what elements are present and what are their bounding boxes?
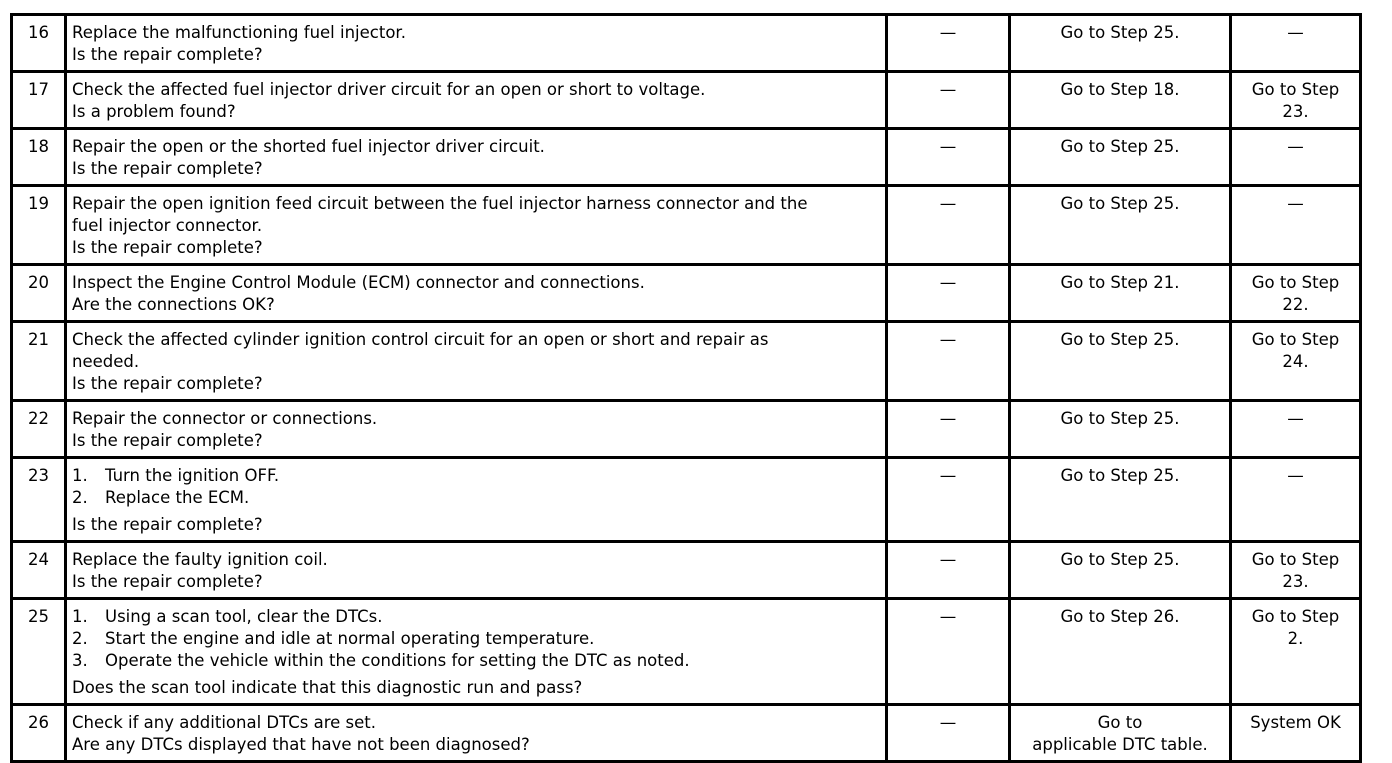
no-text: 24. [1282,352,1309,371]
no-cell [1231,458,1361,542]
action-substep [72,628,880,650]
step-number-cell [12,599,66,705]
step-number-cell [12,322,66,401]
no-text: Go to Step [1251,550,1340,569]
yes-text: applicable DTC table. [1032,735,1208,754]
yes-text: Go to Step 25. [1060,23,1180,42]
action-text-line: Replace the faulty ignition coil. [72,550,328,569]
value-cell [887,705,1010,762]
value-cell [887,458,1010,542]
action-text-line: Repair the open ignition feed circuit between the fuel injector harness connector and the [72,194,808,213]
action-text-line: Are the connections OK? [72,295,275,314]
no-text: Go to Step [1251,273,1340,292]
value-cell [887,15,1010,72]
step-number: 25 [28,607,49,626]
yes-cell [1010,265,1231,322]
value-cell [887,401,1010,458]
action-text-line: Check if any additional DTCs are set. [72,713,376,732]
action-text-line: Is the repair complete? [72,572,263,591]
action-text-line: fuel injector connector. [72,216,263,235]
yes-text: Go to Step 25. [1060,466,1180,485]
value-text: — [939,713,957,732]
step-number: 23 [28,466,49,485]
substep-text: Using a scan tool, clear the DTCs. [105,607,383,626]
value-cell [887,186,1010,265]
value-cell [887,265,1010,322]
table-row [12,599,1361,705]
step-number: 18 [28,137,49,156]
no-cell [1231,129,1361,186]
value-cell [887,542,1010,599]
no-text: — [1287,466,1304,485]
table-row [12,129,1361,186]
substep-text: Operate the vehicle within the conditions for setting the DTC as noted. [105,651,690,670]
no-text: Go to Step [1251,80,1340,99]
no-text: — [1287,23,1304,42]
action-text-line: Repair the connector or connections. [72,409,378,428]
step-number-cell [12,542,66,599]
no-cell [1231,186,1361,265]
yes-cell [1010,599,1231,705]
yes-text: Go to Step 26. [1060,607,1180,626]
substep-number: 1. [72,607,88,626]
table-row [12,401,1361,458]
step-number-cell [12,72,66,129]
step-number-cell [12,705,66,762]
value-cell [887,129,1010,186]
table-row [12,186,1361,265]
action-text-line: Check the affected fuel injector driver circuit for an open or short to voltage. [72,80,706,99]
yes-cell [1010,458,1231,542]
yes-text: Go to [1097,713,1143,732]
value-text: — [939,273,957,292]
value-text: — [939,80,957,99]
step-number: 17 [28,80,49,99]
action-substep [72,487,880,509]
value-text: — [939,137,957,156]
yes-text: Go to Step 25. [1060,194,1180,213]
no-text: 22. [1282,295,1309,314]
table-row [12,265,1361,322]
action-cell [66,705,887,762]
value-text: — [939,330,957,349]
table-row [12,15,1361,72]
value-text: — [939,23,957,42]
yes-text: Go to Step 18. [1060,80,1180,99]
substep-number: 1. [72,466,88,485]
step-number-cell [12,15,66,72]
yes-cell [1010,401,1231,458]
no-cell [1231,322,1361,401]
action-question: Does the scan tool indicate that this diagnostic run and pass? [72,678,583,697]
action-text-line: Is the repair complete? [72,238,263,257]
action-text-line: Is the repair complete? [72,374,263,393]
no-text: System OK [1250,713,1341,732]
substep-number: 2. [72,629,88,648]
no-cell [1231,599,1361,705]
substep-text: Replace the ECM. [105,488,250,507]
action-text-line: Is the repair complete? [72,431,263,450]
yes-cell [1010,15,1231,72]
no-cell [1231,401,1361,458]
action-cell [66,542,887,599]
value-text: — [939,409,957,428]
no-cell [1231,15,1361,72]
substep-text: Start the engine and idle at normal operating temperature. [105,629,595,648]
no-text: Go to Step [1251,607,1340,626]
value-cell [887,599,1010,705]
step-number: 20 [28,273,49,292]
yes-cell [1010,705,1231,762]
table-row [12,705,1361,762]
step-number: 19 [28,194,49,213]
step-number: 16 [28,23,49,42]
action-question: Is the repair complete? [72,515,263,534]
yes-cell [1010,186,1231,265]
action-text-line: Replace the malfunctioning fuel injector. [72,23,406,42]
action-cell [66,401,887,458]
table-row [12,322,1361,401]
action-substep [72,650,880,672]
value-text: — [939,550,957,569]
step-number: 21 [28,330,49,349]
step-number-cell [12,458,66,542]
action-text-line: needed. [72,352,140,371]
action-text-line: Is the repair complete? [72,159,263,178]
yes-text: Go to Step 25. [1060,409,1180,428]
action-text-line: Is the repair complete? [72,45,263,64]
table-row [12,542,1361,599]
diagnostic-table [10,13,1362,763]
no-cell [1231,265,1361,322]
action-text-line: Repair the open or the shorted fuel injector driver circuit. [72,137,545,156]
substep-number: 2. [72,488,88,507]
action-substep [72,465,880,487]
diagnostic-table-body [12,15,1361,762]
action-cell [66,265,887,322]
no-text: — [1287,409,1304,428]
substep-number: 3. [72,651,88,670]
action-text-line: Check the affected cylinder ignition control circuit for an open or short and repair as [72,330,769,349]
action-text-line: Inspect the Engine Control Module (ECM) connector and connections. [72,273,645,292]
action-cell [66,322,887,401]
value-text: — [939,194,957,213]
step-number-cell [12,129,66,186]
no-text: 2. [1287,629,1304,648]
value-cell [887,322,1010,401]
no-cell [1231,72,1361,129]
step-number: 24 [28,550,49,569]
yes-text: Go to Step 25. [1060,137,1180,156]
table-row [12,72,1361,129]
value-text: — [939,607,957,626]
action-text-line: Are any DTCs displayed that have not been diagnosed? [72,735,530,754]
step-number: 22 [28,409,49,428]
action-cell [66,599,887,705]
yes-text: Go to Step 21. [1060,273,1180,292]
no-text: Go to Step [1251,330,1340,349]
no-text: 23. [1282,102,1309,121]
yes-cell [1010,72,1231,129]
action-substep [72,606,880,628]
action-cell [66,458,887,542]
no-cell [1231,542,1361,599]
yes-cell [1010,322,1231,401]
value-text: — [939,466,957,485]
step-number-cell [12,186,66,265]
action-cell [66,15,887,72]
step-number: 26 [28,713,49,732]
no-text: 23. [1282,572,1309,591]
action-cell [66,72,887,129]
step-number-cell [12,265,66,322]
action-cell [66,129,887,186]
value-cell [887,72,1010,129]
no-text: — [1287,194,1304,213]
step-number-cell [12,401,66,458]
substep-text: Turn the ignition OFF. [105,466,280,485]
yes-text: Go to Step 25. [1060,330,1180,349]
yes-text: Go to Step 25. [1060,550,1180,569]
no-cell [1231,705,1361,762]
table-row [12,458,1361,542]
action-text-line: Is a problem found? [72,102,236,121]
action-cell [66,186,887,265]
no-text: — [1287,137,1304,156]
yes-cell [1010,542,1231,599]
yes-cell [1010,129,1231,186]
